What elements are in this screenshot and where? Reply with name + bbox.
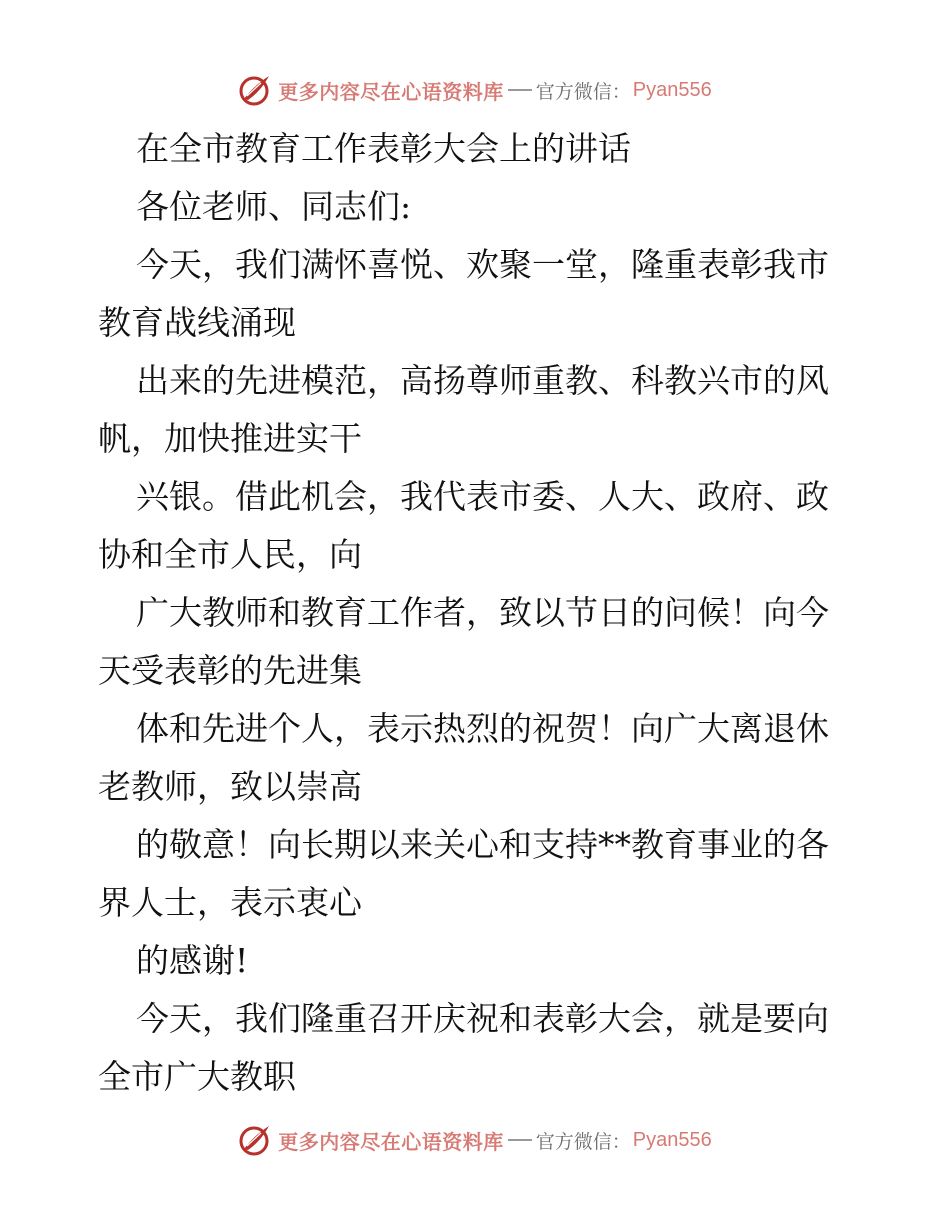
text-line: 天受表彰的先进集 (98, 651, 362, 690)
text-line: 体和先进个人，表示热烈的祝贺！向广大离退休 (136, 709, 829, 748)
text-line: 的敬意！向长期以来关心和支持**教育事业的各 (136, 825, 829, 864)
text-line: 兴银。借此机会，我代表市委、人大、政府、政 (136, 477, 829, 516)
text-line: 广大教师和教育工作者，致以节日的问候！向今 (136, 593, 829, 632)
banner-dash (508, 1139, 532, 1141)
banner-sub-text: 官方微信： (535, 1130, 631, 1153)
text-line: 全市广大教职 (98, 1057, 296, 1096)
document-body (98, 120, 858, 1106)
banner-sub-text: 官方微信： (535, 80, 631, 103)
banner-main-text: 更多内容尽在心语资料库 (278, 1129, 504, 1154)
banner-main-text: 更多内容尽在心语资料库 (278, 79, 504, 104)
quill-logo-icon (238, 1123, 272, 1157)
text-line: 出来的先进模范，高扬尊师重教、科教兴市的风 (136, 361, 829, 400)
text-line: 教育战线涌现 (98, 303, 296, 342)
footer-watermark-banner (0, 1120, 950, 1160)
document-title: 在全市教育工作表彰大会上的讲话 (136, 129, 631, 168)
text-line: 老教师，致以崇高 (98, 767, 362, 806)
text-line: 界人士，表示衷心 (98, 883, 362, 922)
banner-wechat-id: Pyan556 (632, 78, 712, 101)
banner-wechat-id: Pyan556 (632, 1128, 712, 1151)
text-line: 今天，我们满怀喜悦、欢聚一堂，隆重表彰我市 (136, 245, 829, 284)
header-watermark-banner (0, 70, 950, 110)
text-line: 今天，我们隆重召开庆祝和表彰大会，就是要向 (136, 999, 829, 1038)
text-line: 协和全市人民，向 (98, 535, 362, 574)
salutation-line: 各位老师、同志们: (136, 187, 412, 226)
quill-logo-icon (238, 73, 272, 107)
text-line: 帆，加快推进实干 (98, 419, 362, 458)
banner-dash (508, 89, 532, 91)
text-line: 的感谢! (136, 941, 249, 980)
